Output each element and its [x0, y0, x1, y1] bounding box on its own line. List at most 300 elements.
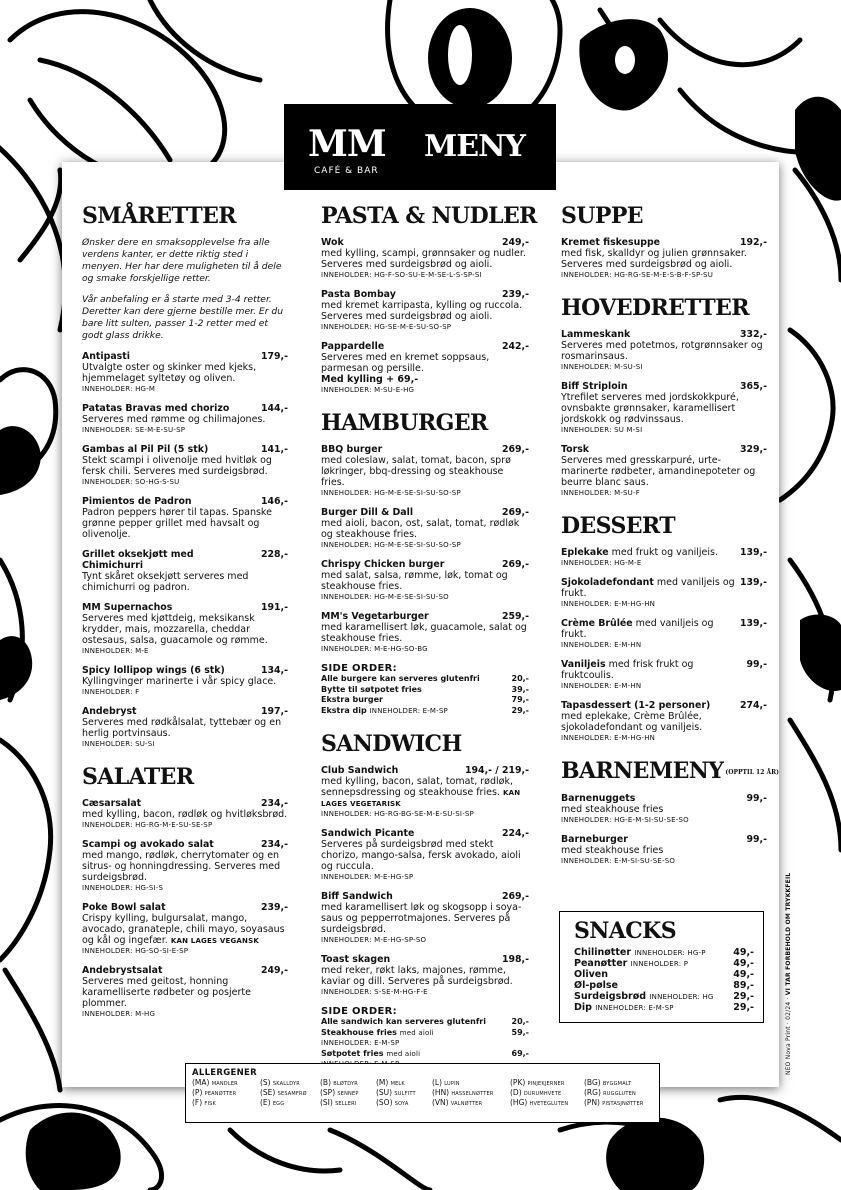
- item-title: [82, 706, 137, 717]
- snack-allergens: INNEHOLDER: HG: [649, 993, 714, 1001]
- item-description: [82, 717, 288, 739]
- menu-item: [561, 444, 767, 498]
- item-description: [561, 845, 767, 856]
- item-description: [82, 414, 288, 425]
- item-allergens: INNEHOLDER: M-HG: [82, 1010, 156, 1018]
- menu-item: [321, 237, 529, 280]
- allergen-code: (P): [192, 1088, 203, 1097]
- menu-item: [82, 496, 288, 540]
- menu-item: [321, 891, 529, 945]
- item-title: [321, 507, 413, 518]
- item-price: 194,- / 219,-: [465, 765, 529, 776]
- item-allergens: INNEHOLDER: HG-F-SO-SU-E-M-SE-L-S-SP-SI: [321, 271, 482, 279]
- item-description-text: med fisk, skalldyr og julien grønnsaker. Serveres med surdeigsbrød og aioli.: [561, 248, 747, 270]
- item-header: [321, 828, 529, 839]
- item-description: [82, 850, 288, 883]
- item-name: Andebryst: [82, 706, 137, 717]
- snack-price: 29,-: [733, 991, 754, 1002]
- item-inline-desc: med vaniljeis og frukt.: [561, 618, 714, 640]
- item-header: [561, 329, 767, 340]
- item-allergens: INNEHOLDER: E-M-SI-SU-SE-SO: [561, 856, 676, 865]
- allergen-code: (PN): [584, 1098, 600, 1107]
- side-order-detail: INNEHOLDER: E-M-SP: [321, 1039, 400, 1047]
- item-title: [82, 798, 141, 809]
- item-name: Tapasdessert (1-2 personer): [561, 700, 711, 711]
- column-left: [82, 205, 288, 1019]
- item-title: [82, 965, 162, 976]
- item-price: 274,-: [739, 700, 767, 711]
- menu-item: [321, 341, 529, 395]
- allergen-title: ALLERGENER: [192, 1068, 258, 1078]
- snack-price: 49,-: [733, 947, 754, 958]
- allergen-code: (SI): [320, 1098, 333, 1107]
- item-title: [561, 618, 736, 640]
- item-header: [561, 700, 767, 711]
- item-allergens: INNEHOLDER: M-E-HG-SP-SO: [321, 936, 427, 944]
- item-name: Andebrystsalat: [82, 965, 163, 976]
- item-price: 332,-: [739, 329, 767, 340]
- item-description-text: Serveres med gresskarpuré, urte-marinerte rødbeter, amandinepoteter og beurre blanc saus.: [561, 455, 756, 488]
- side-order-name: [321, 695, 383, 706]
- item-price: 249,-: [260, 965, 288, 976]
- allergen-code: (B): [320, 1078, 331, 1087]
- item-price: 191,-: [260, 602, 288, 613]
- side-order-row: [321, 1038, 529, 1049]
- allergen-code: (BG): [584, 1078, 601, 1087]
- allergen-name: DURUMHVETE: [523, 1091, 562, 1097]
- item-description-text: Serveres med rømme og chilimajones.: [82, 414, 266, 425]
- menu-item: [561, 700, 767, 743]
- item-header: [561, 618, 767, 640]
- item-name: Lammeskank: [561, 329, 631, 340]
- section-title-suppe: SUPPE: [561, 203, 643, 229]
- allergen-code: (L): [432, 1078, 443, 1087]
- allergen-name: BYGGMALT: [602, 1081, 632, 1087]
- item-note: KAN LAGES VEGETARISK: [321, 789, 521, 808]
- side-order-name: [321, 674, 480, 685]
- snack-name-wrap: [574, 1002, 674, 1013]
- item-price: 269,-: [501, 559, 529, 570]
- snack-allergens: INNEHOLDER: E-M-SP: [595, 1004, 674, 1012]
- item-price: 228,-: [260, 549, 288, 560]
- section-title-salater: SALATER: [82, 764, 194, 790]
- item-title: [321, 954, 390, 965]
- item-description: [321, 518, 529, 540]
- item-name: Sandwich Picante: [321, 828, 415, 839]
- allergen-entry: [260, 1098, 284, 1109]
- item-name: BBQ burger: [321, 444, 383, 455]
- item-description-text: med kylling, bacon, rødløk og hvitløksbrød.: [82, 809, 288, 820]
- allergen-name: PISTASJNØTTER: [602, 1101, 644, 1107]
- item-title: [321, 891, 393, 902]
- item-title: [82, 403, 229, 414]
- item-header: [321, 891, 529, 902]
- snack-name-wrap: [574, 947, 706, 958]
- item-title: [321, 765, 398, 776]
- item-description-text: Serveres med potetmos, rotgrønnsaker og rosmarinsaus.: [561, 340, 763, 362]
- menu-item: [561, 618, 767, 650]
- menu-item: [82, 839, 288, 893]
- item-description: [561, 248, 767, 270]
- menu-item: [82, 706, 288, 749]
- item-title: [561, 577, 736, 599]
- item-price: 269,-: [501, 444, 529, 455]
- menu-item: [321, 765, 529, 819]
- side-order-label: Ekstra burger: [321, 695, 383, 704]
- side-order-name: [321, 1017, 486, 1028]
- item-header: [321, 444, 529, 455]
- item-description-text: Serveres med kjøttdeig, meksikansk krydder, mais, mozzarella, cheddar ostesaus, salsa, guacamole og rømme.: [82, 613, 268, 646]
- item-price: 192,-: [739, 237, 767, 248]
- item-name: Grillet oksekjøtt med Chimichurri: [82, 549, 194, 571]
- allergen-code: (SU): [376, 1088, 393, 1097]
- allergen-code: (D): [510, 1088, 522, 1097]
- header-banner: [284, 104, 556, 190]
- item-name: Patatas Bravas med chorizo: [82, 403, 230, 414]
- item-description: [561, 392, 767, 425]
- allergen-name: FISK: [204, 1101, 217, 1107]
- item-price: 139,-: [739, 547, 767, 558]
- allergen-name: SENNEP: [337, 1091, 359, 1097]
- item-header: [82, 965, 288, 976]
- allergen-name: SOYA: [394, 1101, 409, 1107]
- item-allergens: INNEHOLDER: E-M-HG-HN: [561, 600, 656, 608]
- allergen-name: PEANØTTER: [204, 1091, 237, 1097]
- item-name: Cæsarsalat: [82, 798, 142, 809]
- allergen-name: MANDLER: [211, 1081, 238, 1087]
- side-order-row: [321, 1049, 529, 1060]
- item-title: [82, 665, 225, 676]
- snack-row: [574, 958, 754, 969]
- age-note: (OPPTIL 12 ÅR): [725, 768, 779, 776]
- item-header: [321, 765, 529, 776]
- item-price: 259,-: [501, 611, 529, 622]
- item-name: Torsk: [561, 444, 590, 455]
- allergen-code: (RG): [584, 1088, 601, 1097]
- item-description-text: med kremet karripasta, kylling og ruccola. Serveres med surdeigsbrød og aioli.: [321, 300, 523, 322]
- side-order-list: [321, 674, 529, 716]
- item-extra: Med kylling + 69,-: [321, 374, 419, 385]
- side-order-name: [321, 685, 422, 696]
- item-name: Barnenuggets: [561, 792, 636, 804]
- item-description: [561, 455, 767, 488]
- item-price: 146,-: [260, 496, 288, 507]
- item-name: Toast skagen: [321, 954, 391, 965]
- item-title: [321, 611, 429, 622]
- allergen-entry: [510, 1098, 568, 1109]
- allergen-entry: [432, 1098, 482, 1109]
- item-description-text: med eplekake, Crème Brûlée, sjokoladefondant og vaniljeis.: [561, 711, 703, 733]
- item-allergens: INNEHOLDER: M-E-HG-SO-BG: [321, 645, 428, 653]
- item-title: [561, 237, 660, 248]
- item-header: [82, 351, 288, 362]
- item-allergens: INNEHOLDER: E-M-HN: [561, 641, 642, 649]
- item-header: [82, 839, 288, 850]
- snack-row: [574, 969, 754, 980]
- item-name: Pappardelle: [321, 341, 385, 352]
- snack-row: [574, 1002, 754, 1013]
- item-description: [82, 676, 288, 687]
- item-name: Pasta Bombay: [321, 289, 396, 300]
- item-description: [82, 613, 288, 646]
- menu-item: [321, 559, 529, 602]
- side-order-name: [321, 1028, 434, 1039]
- item-description: [561, 711, 767, 733]
- item-allergens: INNEHOLDER: HG-SE-M-E-SU-SO-SP: [321, 323, 452, 331]
- item-price: 365,-: [739, 381, 767, 392]
- item-header: [321, 237, 529, 248]
- item-title: [321, 237, 344, 248]
- allergen-code: (HN): [432, 1088, 450, 1097]
- menu-item: [321, 828, 529, 882]
- item-description-text: Stekt scampi i olivenolje med hvitløk og fersk chili. Serveres med surdeigsbrød.: [82, 455, 272, 477]
- item-description-text: med reker, røkt laks, majones, rømme, kaviar og dill. Serveres på surdeigsbrød.: [321, 965, 513, 987]
- item-allergens: INNEHOLDER: S-SE-M-HG-F-E: [321, 988, 428, 996]
- item-name: Sjokoladefondant: [561, 577, 654, 588]
- item-allergens: INNEHOLDER: HG-SO-SI-E-SP: [82, 947, 189, 955]
- item-name: Antipasti: [82, 351, 130, 362]
- item-description: [321, 965, 529, 987]
- side-order-row: [321, 695, 529, 706]
- item-price: 197,-: [260, 706, 288, 717]
- allergen-code: (F): [192, 1098, 203, 1107]
- item-note: KAN LAGES VEGANSK: [170, 937, 259, 945]
- item-description: [82, 913, 288, 946]
- item-allergens: INNEHOLDER: HG-RG-SE-M-E-S-B-F-SP-SU: [561, 271, 714, 279]
- snack-name: Peanøtter: [574, 958, 628, 969]
- side-order-row: [321, 685, 529, 696]
- page-title: MENY: [424, 129, 525, 164]
- item-description: [321, 776, 529, 809]
- item-price: 269,-: [501, 507, 529, 518]
- menu-item: [561, 329, 767, 372]
- item-description: [321, 352, 529, 374]
- item-title: [82, 602, 172, 613]
- item-description-text: Crispy kylling, bulgursalat, mango, avocado, granateple, chili mayo, soyasaus og kål og ingefær.: [82, 913, 285, 946]
- item-description: [82, 976, 288, 1009]
- item-description: [82, 362, 288, 384]
- side-order-row: [321, 1017, 529, 1028]
- item-header: [82, 798, 288, 809]
- side-order-price: 29,-: [511, 705, 529, 715]
- snack-allergens: INNEHOLDER: HG-P: [634, 949, 706, 957]
- allergen-code: (PK): [510, 1078, 526, 1087]
- item-title: [561, 444, 589, 455]
- item-title: [561, 329, 630, 340]
- allergen-entry: [320, 1098, 356, 1109]
- column-middle: [321, 203, 537, 1070]
- item-title: [82, 496, 192, 507]
- item-title: [561, 793, 635, 804]
- snack-name-wrap: [574, 980, 618, 991]
- menu-item: [561, 547, 767, 568]
- item-name: Gambas al Pil Pil (5 stk): [82, 444, 209, 455]
- item-allergens: INNEHOLDER: M-SU-F: [561, 489, 640, 497]
- item-allergens: INNEHOLDER: HG-M-E-SE-SI-SU-SO: [321, 593, 449, 601]
- item-price: 144,-: [260, 403, 288, 414]
- item-header: [321, 289, 529, 300]
- item-description-text: Kyllingvinger marinerte i vår spicy glace.: [82, 676, 277, 687]
- item-description-text: Serveres med en kremet soppsaus, parmesan og persille.: [321, 352, 490, 374]
- item-description: [82, 507, 288, 540]
- menu-list-smaretter: [82, 351, 288, 749]
- snack-name-wrap: [574, 958, 688, 969]
- section-title-smaretter: SMÅRETTER: [82, 203, 236, 229]
- allergen-grid: [192, 1078, 659, 1118]
- item-name: Kremet fiskesuppe: [561, 237, 661, 248]
- item-price: 249,-: [501, 237, 529, 248]
- allergen-name: SULFITT: [394, 1091, 416, 1097]
- item-price: 141,-: [260, 444, 288, 455]
- allergen-code: (S): [260, 1078, 271, 1087]
- item-title: [82, 902, 166, 913]
- snack-row: [574, 991, 754, 1002]
- item-header: [561, 381, 767, 392]
- logo-subtitle: CAFÉ & BAR: [314, 166, 379, 176]
- item-allergens: INNEHOLDER: HG-M-E-SE-SI-SU-SO-SP: [321, 489, 461, 497]
- side-order-detail: INNEHOLDER: E-M-SP: [369, 706, 448, 715]
- item-header: [82, 549, 288, 571]
- item-description-text: med coleslaw, salat, tomat, bacon, sprø løkringer, bbq-dressing og steakhouse fries.: [321, 455, 511, 488]
- item-name: Scampi og avokado salat: [82, 839, 214, 850]
- allergen-name: PINJEKJERNER: [527, 1081, 565, 1087]
- item-allergens: INNEHOLDER: HG-RG-M-E-SU-SE-SP: [82, 821, 213, 829]
- item-allergens: INNEHOLDER: SU M-SI: [561, 426, 643, 434]
- side-order-price: 79,-: [511, 695, 529, 704]
- menu-list-hamburger: [321, 444, 529, 654]
- snack-row: [574, 980, 754, 991]
- snack-price: 29,-: [733, 1002, 754, 1013]
- side-order-title: SIDE ORDER:: [321, 1006, 397, 1017]
- side-order-list: [321, 1017, 529, 1070]
- allergen-name: VALNØTTER: [450, 1101, 483, 1107]
- item-description-text: Serveres med geitost, honning karamelliserte rødbeter og posjerte plommer.: [82, 976, 251, 1009]
- item-allergens: INNEHOLDER: M-SU-SI: [561, 363, 643, 371]
- item-name: Poke Bowl salat: [82, 902, 166, 913]
- item-header: [82, 902, 288, 913]
- section-title-dessert: DESSERT: [561, 513, 675, 539]
- menu-item: [561, 381, 767, 435]
- allergen-code: (E): [260, 1098, 271, 1107]
- menu-item: [561, 659, 767, 691]
- item-title: [321, 828, 414, 839]
- item-header: [561, 444, 767, 455]
- logo: MM: [308, 123, 386, 165]
- item-price: 99,-: [746, 833, 767, 845]
- column-right: [561, 203, 779, 866]
- menu-item: [82, 403, 288, 435]
- menu-item: [561, 577, 767, 609]
- side-order-detail: med aioli: [399, 1028, 434, 1037]
- item-inline-desc: med frisk frukt og fruktcoulis.: [561, 659, 694, 681]
- side-order-name: [321, 706, 448, 717]
- item-header: [82, 706, 288, 717]
- side-order-label: Bytte til søtpotet fries: [321, 684, 422, 694]
- side-order-row: [321, 674, 529, 685]
- item-name: Biff Striploin: [561, 381, 628, 392]
- side-order-name: [321, 1038, 399, 1049]
- item-price: 239,-: [260, 902, 288, 913]
- item-description-text: med karamellisert løk og skogsopp i soya-saus og pepperrotmajones. Serveres på surdeigsbrød.: [321, 902, 522, 935]
- side-order-price: 20,-: [511, 1017, 529, 1026]
- item-price: 198,-: [501, 954, 529, 965]
- side-order-label: Søtpotet fries: [321, 1048, 384, 1058]
- item-name: Biff Sandwich: [321, 891, 393, 902]
- item-allergens: INNEHOLDER: M-E-HG-SP: [321, 873, 414, 881]
- side-order-price: 69,-: [511, 1048, 529, 1058]
- menu-item: [561, 793, 767, 825]
- menu-item: [82, 665, 288, 697]
- side-order-title: SIDE ORDER:: [321, 663, 397, 674]
- menu-list-salater: [82, 798, 288, 1019]
- menu-item: [321, 611, 529, 654]
- item-description-text: Utvalgte oster og skinker med kjeks, hjemmelaget syltetøy og oliven.: [82, 362, 257, 384]
- menu-item: [82, 602, 288, 656]
- side-order-row: [321, 1028, 529, 1039]
- item-price: 139,-: [739, 618, 767, 629]
- item-header: [321, 954, 529, 965]
- menu-item: [561, 834, 767, 866]
- item-price: 242,-: [501, 341, 529, 352]
- allergen-entry: [192, 1098, 216, 1109]
- allergen-code: (SE): [260, 1088, 276, 1097]
- item-title: [321, 289, 396, 300]
- side-order-label: Alle sandwich kan serveres glutenfri: [321, 1017, 486, 1026]
- snack-price: 89,-: [733, 980, 754, 991]
- item-price: 269,-: [501, 891, 529, 902]
- allergen-name: SELLERI: [335, 1101, 357, 1107]
- item-header: [561, 659, 767, 681]
- item-price: 239,-: [501, 289, 529, 300]
- item-header: [82, 403, 288, 414]
- item-title: [321, 341, 384, 352]
- item-description-text: med steakhouse fries: [561, 844, 664, 856]
- item-price: 99,-: [746, 792, 767, 804]
- side-order-price: 59,-: [511, 1027, 529, 1037]
- item-description-text: Tynt skåret oksekjøtt serveres med chimichurri og padron.: [82, 571, 249, 593]
- allergen-code: (SO): [376, 1098, 393, 1107]
- item-header: [321, 507, 529, 518]
- allergen-name: HVETEGLUTEN: [529, 1101, 569, 1107]
- snack-row: [574, 947, 754, 958]
- item-name: Club Sandwich: [321, 765, 399, 776]
- snack-name-wrap: [574, 991, 714, 1002]
- allergen-entry: [376, 1098, 409, 1109]
- item-description: [321, 455, 529, 488]
- item-name: Wok: [321, 237, 344, 248]
- allergen-legend: [185, 1063, 660, 1123]
- section-title-hamburger: HAMBURGER: [321, 410, 488, 436]
- item-title: [561, 834, 628, 845]
- item-price: 139,-: [739, 577, 767, 588]
- menu-item: [321, 289, 529, 332]
- item-name: Spicy lollipop wings (6 stk): [82, 665, 225, 676]
- item-header: [561, 547, 767, 558]
- item-description: [82, 571, 288, 593]
- snack-name: Oliven: [574, 969, 608, 980]
- item-description: [321, 902, 529, 935]
- side-order-name: [321, 1049, 420, 1060]
- item-title: [561, 547, 718, 558]
- menu-list-barnemeny: [561, 793, 767, 866]
- allergen-name: HASSELNØTTER: [451, 1091, 494, 1097]
- side-order-label: Steakhouse fries: [321, 1027, 397, 1037]
- snack-name: Surdeigsbrød: [574, 991, 647, 1002]
- item-title: [561, 700, 710, 711]
- menu-list-suppe: [561, 237, 767, 280]
- item-title: [321, 444, 382, 455]
- section-title-pasta: PASTA & NUDLER: [321, 203, 537, 229]
